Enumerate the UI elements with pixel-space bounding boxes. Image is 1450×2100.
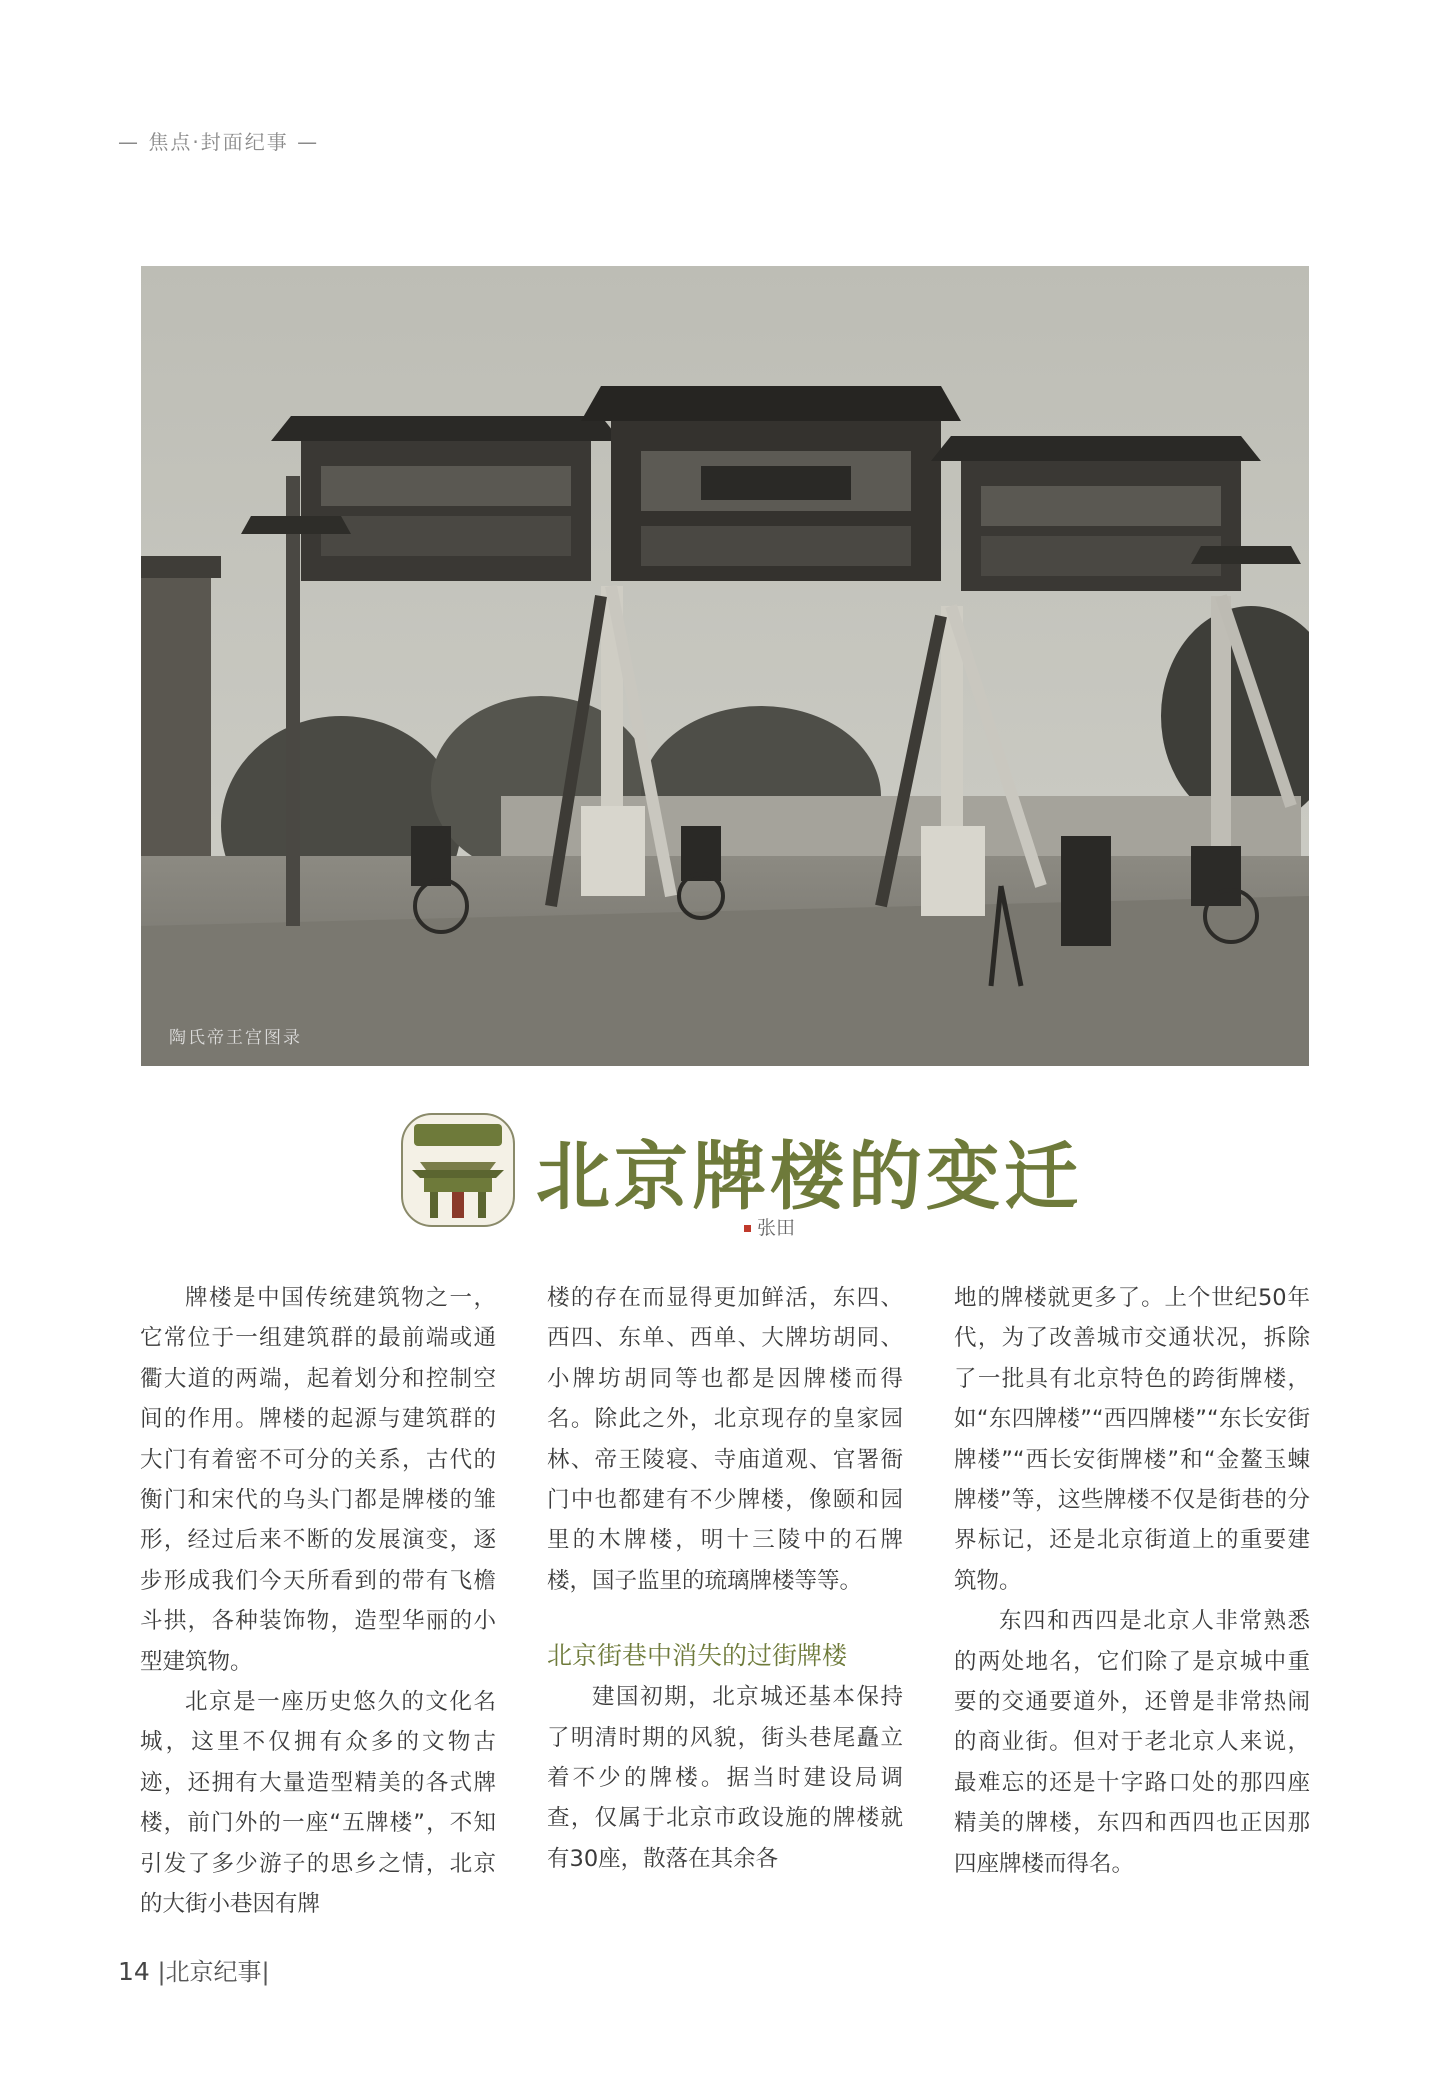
author-byline xyxy=(744,1213,795,1240)
byline-marker-icon xyxy=(744,1225,751,1232)
page-number: 14 xyxy=(118,1957,150,1986)
section-header: — 焦点·封面纪事 — xyxy=(118,130,320,154)
section-subheading: 北京街巷中消失的过街牌楼 xyxy=(547,1641,848,1671)
text-column-3 xyxy=(954,1278,1310,1884)
page-footer xyxy=(118,1952,270,1987)
paragraph: 楼的存在而显得更加鲜活，东四、西四、东单、西单、大牌坊胡同、小牌坊胡同等也都是因牌楼而得名。除此之外，北京现存的皇家园林、帝王陵寝、寺庙道观、官署衙门中也都建有不少牌楼，像颐和园里的木牌楼，明十三陵中的石牌楼，国子监里的琉璃牌楼等等。 xyxy=(547,1285,903,1594)
pailou-emblem-icon xyxy=(400,1112,516,1228)
paragraph: 东四和西四是北京人非常熟悉的两处地名，它们除了是京城中重要的交通要道外，还曾是非常热闹的商业街。但对于老北京人来说，最难忘的还是十字路口处的那四座精美的牌楼，东四和西四也正因那四座牌楼而得名。 xyxy=(954,1608,1310,1877)
paragraph: 牌楼是中国传统建筑物之一，它常位于一组建筑群的最前端或通衢大道的两端，起着划分和控制空间的作用。牌楼的起源与建筑群的大门有着密不可分的关系，古代的衡门和宋代的乌头门都是牌楼的雏形，经过后来不断的发展演变，逐步形成我们今天所看到的带有飞檐斗拱，各种装饰物，造型华丽的小型建筑物。 xyxy=(140,1285,496,1675)
photo-credit: 陶氏帝王宫图录 xyxy=(169,1028,302,1048)
paragraph: 北京是一座历史悠久的文化名城，这里不仅拥有众多的文物古迹，还拥有大量造型精美的各式牌楼，前门外的一座“五牌楼”，不知引发了多少游子的思乡之情，北京的大街小巷因有牌 xyxy=(140,1689,496,1918)
paragraph: 地的牌楼就更多了。上个世纪50年代，为了改善城市交通状况，拆除了一批具有北京特色的跨街牌楼，如“东四牌楼”“西四牌楼”“东长安街牌楼”“西长安街牌楼”和“金鳌玉蝀牌楼”等，这些牌楼不仅是街巷的分界标记，还是北京街道上的重要建筑物。 xyxy=(954,1285,1310,1594)
magazine-name: |北京纪事| xyxy=(157,1958,270,1986)
pailou-photo-illustration xyxy=(141,266,1309,1066)
text-column-2 xyxy=(547,1278,903,1879)
cover-photo xyxy=(141,266,1309,1066)
text-column-1 xyxy=(140,1278,496,1925)
article-title: 北京牌楼的变迁 xyxy=(536,1134,1082,1220)
author-name: 张田 xyxy=(757,1217,796,1239)
paragraph: 建国初期，北京城还基本保持了明清时期的风貌，街头巷尾矗立着不少的牌楼。据当时建设局调查，仅属于北京市政设施的牌楼就有30座，散落在其余各 xyxy=(547,1684,903,1872)
